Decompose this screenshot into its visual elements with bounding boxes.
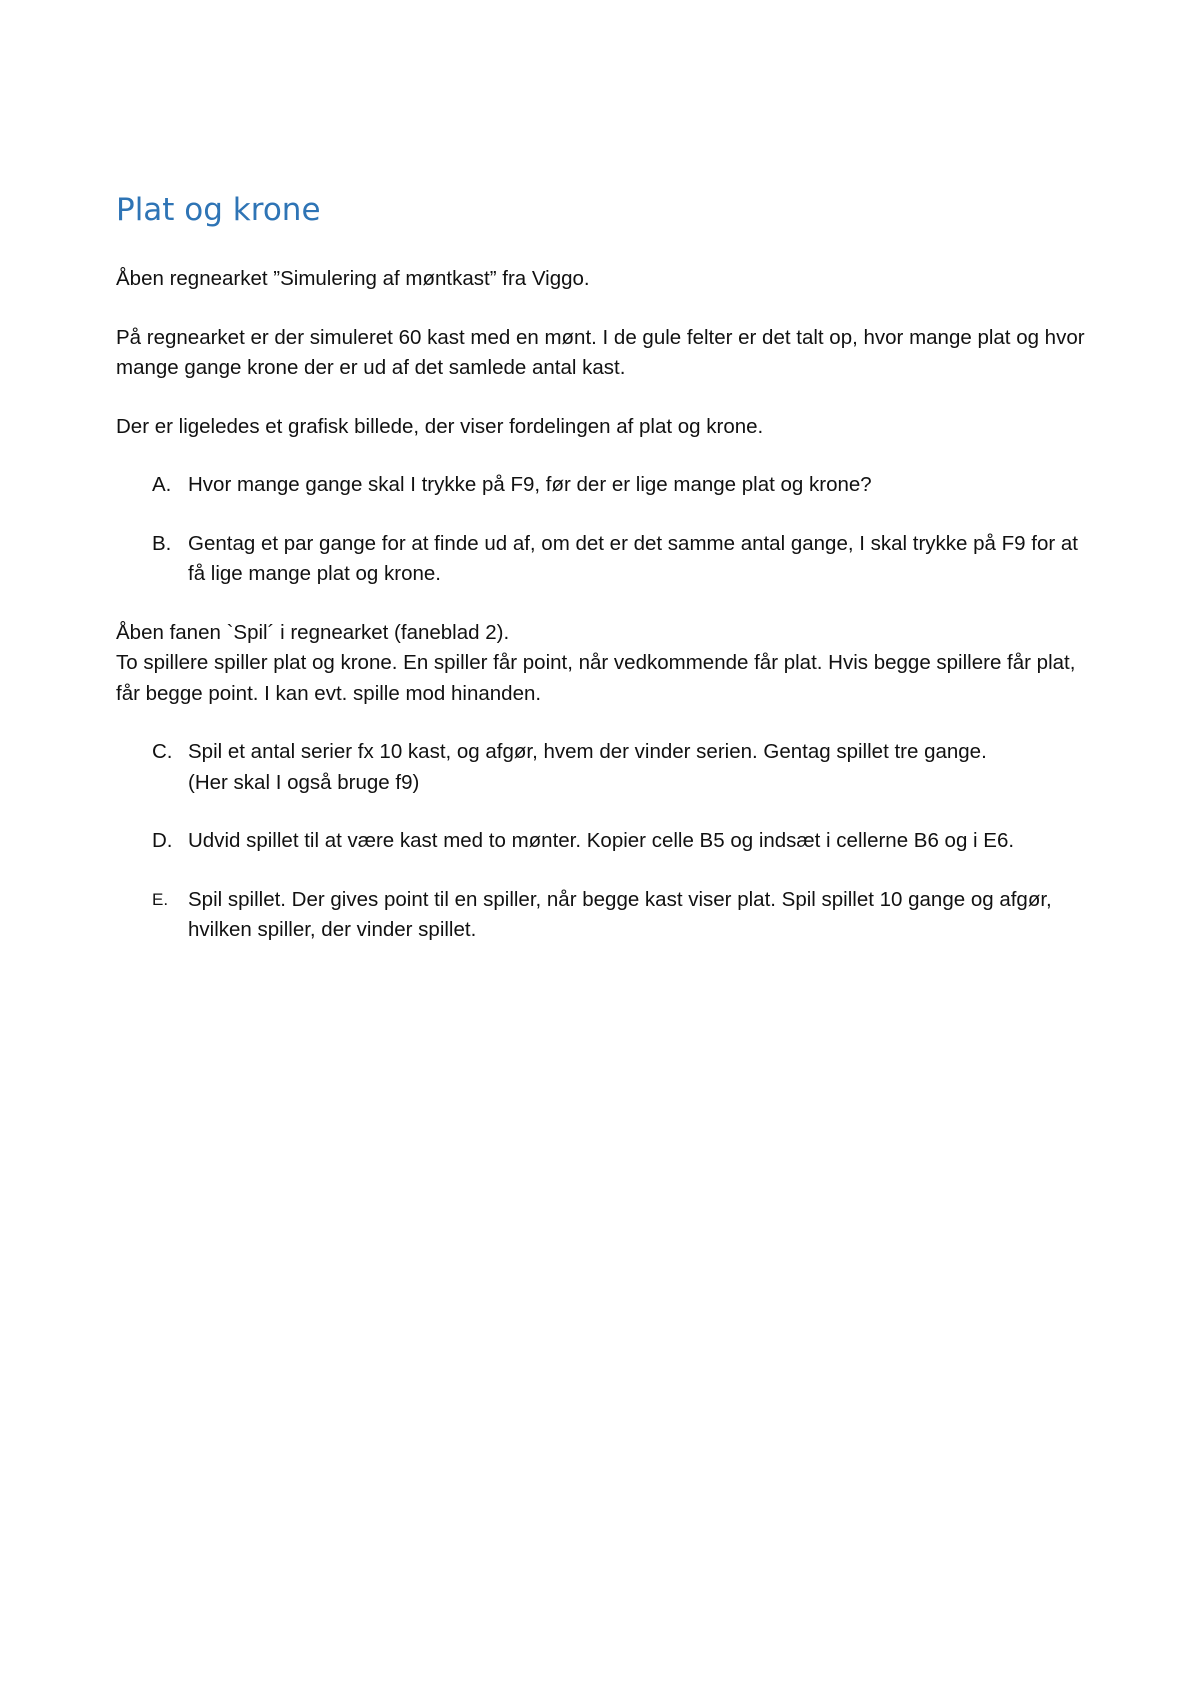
question-letter: A. [152, 473, 172, 496]
intro-paragraph-open-sheet: Åben regnearket ”Simulering af møntkast” fra Viggo. [116, 267, 590, 290]
question-letter: C. [152, 740, 173, 763]
question-text: Spil spillet. Der gives point til en spiller, når begge kast viser plat. Spil spillet 10 gange og afgør, hvilken spiller, der vinder spillet. [188, 887, 1052, 941]
question-text: Hvor mange gange skal I trykke på F9, før der er lige mange plat og krone? [188, 473, 872, 496]
question-text-line2: (Her skal I også bruge f9) [188, 770, 420, 794]
question-text-line1: Spil et antal serier fx 10 kast, og afgør, hvem der vinder serien. Gentag spillet tre gange. [188, 740, 987, 763]
question-text [188, 737, 1096, 798]
question-letter: B. [152, 531, 172, 555]
game-intro-open-tab: Åben fanen `Spil´ i regnearket (faneblad 2). [116, 620, 510, 644]
intro-paragraph-simulation: På regnearket er der simuleret 60 kast med en mønt. I de gule felter er det talt op, hvor mange plat og hvor mange gange krone der er ud af det samlede antal kast. [116, 325, 1085, 379]
question-item-c [116, 737, 1096, 798]
question-text: Gentag et par gange for at finde ud af, om det er det samme antal gange, I skal trykke på F9 for at få lige mange plat og krone. [188, 531, 1078, 585]
question-list-part1 [116, 470, 1096, 590]
question-item-a [116, 470, 1096, 501]
game-intro-rules: To spillere spiller plat og krone. En spiller får point, når vedkommende får plat. Hvis begge spillere får plat, får begge point. I kan evt. spille mod hinanden. [116, 651, 1076, 705]
question-letter: D. [152, 829, 173, 852]
question-item-e [116, 885, 1096, 946]
document-content [116, 190, 1096, 974]
page-title: Plat og krone [116, 192, 321, 228]
intro-paragraph-graphic: Der er ligeledes et grafisk billede, der viser fordelingen af plat og krone. [116, 414, 764, 438]
question-item-d [116, 826, 1096, 857]
question-item-b [116, 529, 1096, 590]
question-letter: E. [152, 889, 169, 909]
question-text: Udvid spillet til at være kast med to mønter. Kopier celle B5 og indsæt i cellerne B6 og i E6. [188, 829, 1015, 852]
question-list-part2 [116, 737, 1096, 946]
